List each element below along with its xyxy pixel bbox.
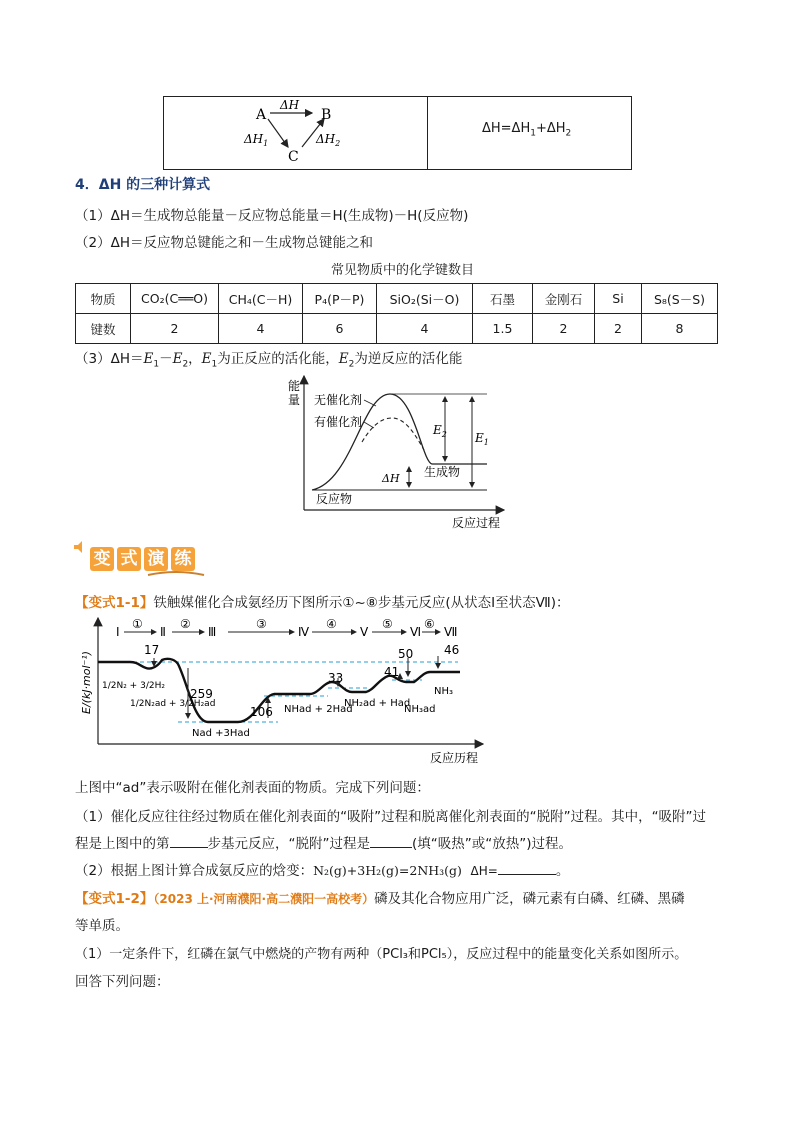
table-cell: 1.5: [473, 314, 533, 344]
table-cell: 8: [642, 314, 718, 344]
state-label: Ⅳ: [298, 625, 310, 639]
banner-swoosh-icon: [146, 569, 206, 579]
state-label: Ⅰ: [116, 625, 120, 639]
section4-item2: （2）ΔH＝反应物总键能之和－生成物总键能之和: [75, 235, 373, 251]
variant-1-2-line2: 等单质。: [75, 918, 129, 934]
y-label-1: 能: [288, 379, 301, 393]
annotation: 50: [398, 647, 414, 661]
step-label: ⑥: [424, 617, 435, 631]
nh3-reaction-pathway-chart: [78, 614, 490, 770]
e1-label: E: [475, 431, 484, 445]
annotation: 46: [444, 643, 460, 657]
table-cell: 石墨: [473, 284, 533, 314]
activation-energy-diagram: [282, 372, 512, 532]
bond-table-value-row: [76, 314, 718, 344]
section4-item3: $(3)\Delta H=E_1-E_2$，$E_1$为正反应的活化能，$E_2$为逆反应的活化能: [75, 351, 463, 370]
table-cell: 金刚石: [533, 284, 595, 314]
variant-tag: 【变式1-2】: [75, 891, 154, 907]
variant-source: （2023 上·河南濮阳·高二濮阳一高校考）: [153, 892, 375, 906]
annotation: 17: [144, 643, 160, 657]
answer-blank: [170, 847, 208, 848]
cycle-A: A: [256, 107, 267, 123]
state-label: Ⅴ: [360, 625, 369, 639]
annotation: 106: [250, 705, 273, 719]
annotation: 259: [190, 687, 213, 701]
state-label: Ⅵ: [410, 625, 422, 639]
table-cell: 键数: [76, 314, 131, 344]
bond-table-header-row: [76, 284, 718, 314]
table-divider: [427, 97, 428, 169]
variant-1-2-intro: 【变式1-2】（2023 上·河南濮阳·高二濮阳一高校考）磷及其化合物应用广泛，磷元素有白磷、红磷、黑磷: [75, 891, 685, 907]
banner-char: 练: [171, 547, 195, 571]
table-cell: CH₄(C－H): [219, 284, 303, 314]
hess-cycle-diagram: [164, 97, 426, 169]
state-label: Ⅱ: [160, 625, 166, 639]
y-axis-label: E/(kJ·mol⁻¹): [80, 650, 93, 714]
species-label: 1/2N₂ad + 3/2H₂ad: [130, 699, 216, 709]
table-cell: 物质: [76, 284, 131, 314]
svg-text:ΔH2: [315, 132, 340, 148]
variant-1-2-q1-after: 回答下列问题：: [75, 974, 170, 990]
variant-1-1-intro: 【变式1-1】铁触媒催化合成氨经历下图所示①~⑧步基元反应(从状态Ⅰ至状态Ⅶ)：: [75, 595, 570, 611]
cycle-dH1: ΔH: [244, 132, 264, 146]
answer-blank: [370, 847, 412, 848]
answer-blank: [498, 874, 556, 875]
table-cell: P₄(P－P): [303, 284, 377, 314]
variant-1-1-q2: （2）根据上图计算合成氨反应的焓变：N₂(g)+3H₂(g)=2NH₃(g) ΔH= 。: [75, 863, 570, 879]
cycle-dH: ΔH: [280, 98, 300, 112]
banner-char: 演: [144, 547, 168, 571]
species-label: NH₃: [434, 686, 454, 697]
uncatalyzed-label: 无催化剂: [314, 393, 363, 407]
state-label: Ⅶ: [444, 625, 458, 639]
table-cell: S₈(S－S): [642, 284, 718, 314]
svg-text:E1: $E_1$: [475, 431, 489, 447]
product-label: 生成物: [424, 465, 461, 479]
banner-char: 变: [90, 547, 114, 571]
table-cell: 4: [219, 314, 303, 344]
y-label-2: 量: [288, 393, 301, 407]
table-cell: 2: [131, 314, 219, 344]
cycle-dH2-sub: 2: [335, 139, 341, 148]
e2-label: E: [433, 423, 442, 437]
step-label: ②: [180, 617, 191, 631]
section4-item1: （1）ΔH＝生成物总能量－反应物总能量＝H(生成物)－H(反应物): [75, 208, 469, 224]
annotation: 41: [384, 665, 400, 679]
table-cell: SiO₂(Si－O): [377, 284, 473, 314]
speaker-icon: [72, 539, 88, 555]
species-label: 1/2N₂ + 3/2H₂: [102, 681, 165, 691]
variant-tag: 【变式1-1】: [75, 595, 154, 611]
step-label: ①: [132, 617, 143, 631]
variant-1-1-q1-line2: 程是上图中的第 步基元反应，“脱附”过程是 (填“吸热”或“放热”)过程。: [75, 836, 573, 852]
step-label: ④: [326, 617, 337, 631]
bond-count-table: [75, 283, 718, 344]
cycle-C: C: [288, 149, 299, 165]
cycle-B: B: [321, 107, 332, 123]
table-cell: CO₂(C══O): [131, 284, 219, 314]
practice-banner: [86, 543, 204, 577]
variant-1-1-note: 上图中“ad”表示吸附在催化剂表面的物质。完成下列问题：: [75, 780, 430, 796]
annotation: 33: [328, 671, 344, 685]
variant-1-2-q1: （1）一定条件下，红磷在氯气中燃烧的产物有两种（PCl₃和PCl₅），反应过程中的能量变化关系如图所示。: [75, 947, 688, 962]
dh-label: ΔH: [382, 472, 400, 485]
catalyzed-label: 有催化剂: [314, 415, 363, 429]
x-axis-label: 反应历程: [430, 751, 479, 765]
variant-1-1-q1-line1: （1）催化反应往往经过物质在催化剂表面的“吸附”过程和脱离催化剂表面的“脱附”过程。其中，“吸附”过: [75, 809, 707, 825]
species-label: NH₃ad: [404, 704, 436, 715]
banner-char: 式: [117, 547, 141, 571]
svg-text:E2: $E_2$: [433, 423, 447, 439]
species-label: NH₂ad + Had: [344, 698, 411, 709]
table-cell: Si: [595, 284, 642, 314]
cycle-equation: $\Delta H=\Delta H_1+\Delta H_2$: [482, 121, 572, 139]
step-label: ③: [256, 617, 267, 631]
cycle-dH1-sub: 1: [263, 139, 269, 148]
svg-text:ΔH1: [243, 132, 268, 148]
hess-cycle-table: [163, 96, 632, 170]
species-label: Nad +3Had: [192, 728, 250, 739]
step-label: ⑤: [382, 617, 393, 631]
cycle-dH2: ΔH: [316, 132, 336, 146]
table-cell: 2: [595, 314, 642, 344]
x-label: 反应过程: [452, 516, 501, 530]
section4-title: 4．ΔH 的三种计算式: [75, 177, 211, 193]
state-label: Ⅲ: [208, 625, 217, 639]
bond-table-caption: 常见物质中的化学键数目: [331, 263, 475, 278]
species-label: NHad + 2Had: [284, 704, 353, 715]
reactant-label: 反应物: [316, 492, 353, 506]
table-cell: 6: [303, 314, 377, 344]
table-cell: 4: [377, 314, 473, 344]
table-cell: 2: [533, 314, 595, 344]
